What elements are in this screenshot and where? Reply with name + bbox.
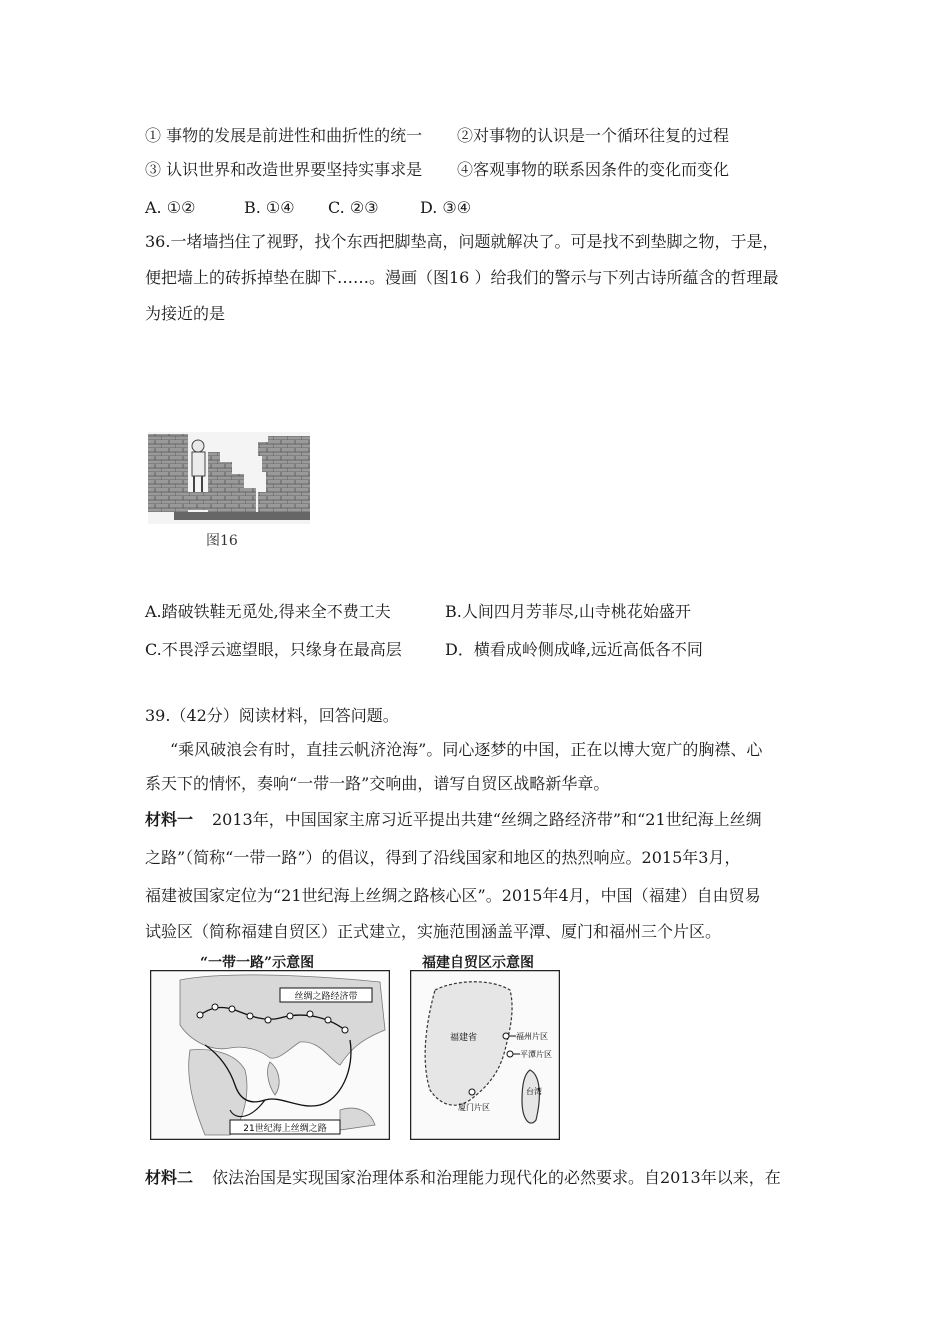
- material2-text: 依法治国是实现国家治理体系和治理能力现代化的必然要求。自2013年以来，在: [212, 1168, 781, 1187]
- fuzhou-label: 福州片区: [516, 1032, 548, 1041]
- q36-option-a: A.踏破铁鞋无觅处,得来全不费工夫: [145, 602, 391, 621]
- belt-road-map: [150, 970, 390, 1140]
- taiwan-label: 台湾: [526, 1087, 542, 1096]
- q35-option-b: B. ①④: [244, 198, 295, 217]
- map1-land-route-label: 丝绸之路经济带: [294, 992, 358, 1002]
- q36-line-2: 便把墙上的砖拆掉垫在脚下……。漫画（图16 ）给我们的警示与下列古诗所蕴含的哲理最: [145, 268, 779, 287]
- material1-line-1: 2013年，中国国家主席习近平提出共建“丝绸之路经济带”和“21世纪海上丝绸: [212, 810, 762, 829]
- figure-16-caption: 图16: [206, 533, 238, 549]
- statement-3: ③ 认识世界和改造世界要坚持实事求是: [145, 160, 423, 179]
- q39-heading: 39.（42分）阅读材料，回答问题。: [145, 706, 399, 725]
- xiamen-label: 厦门片区: [458, 1103, 490, 1112]
- material1-label: 材料一: [145, 810, 194, 829]
- q35-option-a: A. ①②: [145, 198, 196, 217]
- map1-title: “一带一路”示意图: [200, 955, 315, 971]
- map1-sea-route-label: 21世纪海上丝绸之路: [243, 1124, 327, 1134]
- q36-option-b: B.人间四月芳菲尽,山寺桃花始盛开: [445, 602, 691, 621]
- q35-option-d: D. ③④: [420, 198, 472, 217]
- q36-line-3: 为接近的是: [145, 304, 226, 323]
- figure-16-cartoon: [148, 432, 310, 524]
- statement-4: ④客观事物的联系因条件的变化而变化: [457, 160, 730, 179]
- material1-line-2: 之路”（简称“一带一路”）的倡议，得到了沿线国家和地区的热烈响应。2015年3月，: [145, 848, 741, 867]
- statement-2: ②对事物的认识是一个循环往复的过程: [457, 126, 730, 145]
- q39-intro-1: “乘风破浪会有时，直挂云帆济沧海”。同心逐梦的中国，正在以博大宽广的胸襟、心: [170, 740, 763, 759]
- material2-label: 材料二: [145, 1168, 194, 1187]
- pingtan-label: 平潭片区: [520, 1050, 552, 1059]
- fujian-ftz-map: [410, 970, 560, 1140]
- q36-option-d: D．横看成岭侧成峰,远近高低各不同: [445, 640, 703, 659]
- statement-1: ① 事物的发展是前进性和曲折性的统一: [145, 126, 423, 145]
- material1-line-3: 福建被国家定位为“21世纪海上丝绸之路核心区”。2015年4月，中国（福建）自由贸易: [145, 886, 761, 905]
- q39-intro-2: 系天下的情怀，奏响“一带一路”交响曲，谱写自贸区战略新华章。: [145, 774, 610, 793]
- province-label: 福建省: [450, 1033, 478, 1043]
- q36-option-c: C.不畏浮云遮望眼，只缘身在最高层: [145, 640, 402, 659]
- map2-title: 福建自贸区示意图: [422, 955, 534, 971]
- material1-line-4: 试验区（简称福建自贸区）正式建立，实施范围涵盖平潭、厦门和福州三个片区。: [145, 922, 722, 941]
- q36-line-1: 36.一堵墙挡住了视野，找个东西把脚垫高，问题就解决了。可是找不到垫脚之物，于是，: [145, 232, 779, 251]
- q35-option-c: C. ②③: [328, 198, 379, 217]
